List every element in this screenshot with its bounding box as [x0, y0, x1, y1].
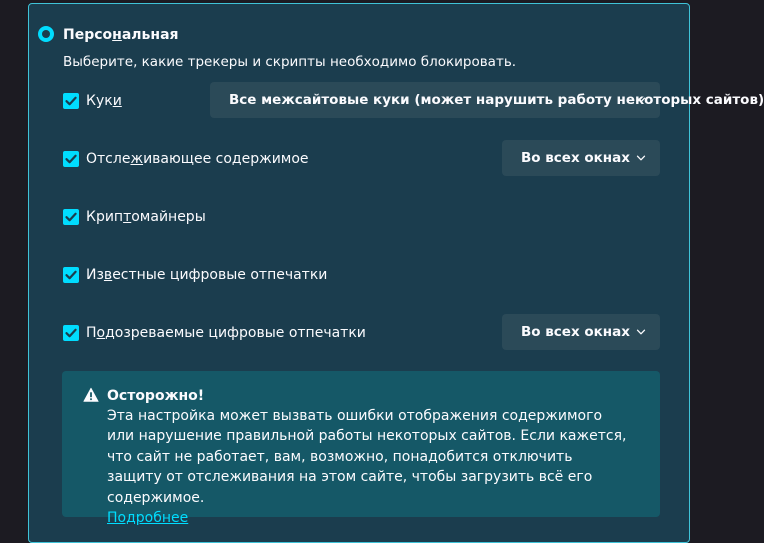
checkmark-icon	[63, 267, 79, 283]
label-accesskey-letter: т	[123, 209, 132, 225]
suspected-fingerprinters-select[interactable]	[502, 314, 660, 350]
tracking-content-checkbox[interactable]	[63, 151, 79, 167]
label-accesskey-letter: ж	[130, 151, 144, 167]
title-text-part: Персо	[63, 27, 113, 43]
warning-title: Осторожно!	[107, 388, 205, 404]
label-text-part: естные цифровые отпечатки	[112, 267, 328, 283]
title-accesskey-letter: н	[112, 27, 122, 43]
cryptominers-checkbox[interactable]	[63, 209, 79, 225]
cookies-select-value: Все межсайтовые куки (может нарушить работу некоторых сайтов)	[229, 92, 764, 108]
cryptominers-label[interactable]	[86, 208, 206, 226]
learn-more-link[interactable]: Подробнее	[107, 510, 189, 527]
suspected-fingerprinters-label[interactable]	[86, 324, 366, 342]
fingerprint-select-value: Во всех окнах	[521, 324, 630, 340]
warning-text: Эта настройка может вызвать ошибки отображения содержимого или нарушение правильной работы некоторых сайтов. Если кажется, что сайт не работает, вам, возможно, понадобится отключить защиту от отслеживания на этом сайте, чтобы загрузить всё его содержимое.	[107, 408, 627, 506]
label-text-part: омайнеры	[131, 209, 206, 225]
chevron-down-icon	[636, 153, 646, 163]
cookies-select[interactable]	[210, 82, 764, 118]
known-fingerprinters-checkbox[interactable]	[63, 267, 79, 283]
chevron-down-icon	[636, 95, 646, 105]
tracking-select-value: Во всех окнах	[521, 150, 630, 166]
warning-box	[62, 371, 660, 527]
title-text-part: альная	[121, 27, 179, 43]
suspected-fingerprinters-checkbox[interactable]	[63, 325, 79, 341]
custom-protection-panel	[28, 3, 764, 543]
checkmark-icon	[63, 209, 79, 225]
label-text-part: ивающее содержимое	[143, 151, 309, 167]
custom-option-description: Выберите, какие трекеры и скрипты необходимо блокировать.	[63, 54, 517, 70]
cookies-checkbox[interactable]	[63, 93, 79, 109]
label-accesskey-letter: в	[103, 267, 113, 283]
tracking-content-select[interactable]	[502, 140, 660, 176]
label-accesskey-letter: о	[96, 325, 106, 341]
tracking-content-label[interactable]	[86, 150, 309, 168]
label-text-part: Из	[86, 267, 104, 283]
label-text-part: Отсле	[86, 151, 131, 167]
custom-option-title[interactable]	[63, 26, 179, 44]
known-fingerprinters-label[interactable]	[86, 266, 327, 284]
label-text-part: дозреваемые цифровые отпечатки	[105, 325, 366, 341]
warning-body	[107, 406, 627, 528]
checkmark-icon	[63, 151, 79, 167]
warning-icon	[83, 387, 99, 403]
label-text-part: П	[86, 325, 97, 341]
cookies-label[interactable]: Куки	[86, 93, 122, 109]
custom-radio-button[interactable]	[38, 26, 54, 42]
checkmark-icon	[63, 325, 79, 341]
checkmark-icon	[63, 93, 79, 109]
label-text-part: Крип	[86, 209, 124, 225]
chevron-down-icon	[636, 327, 646, 337]
